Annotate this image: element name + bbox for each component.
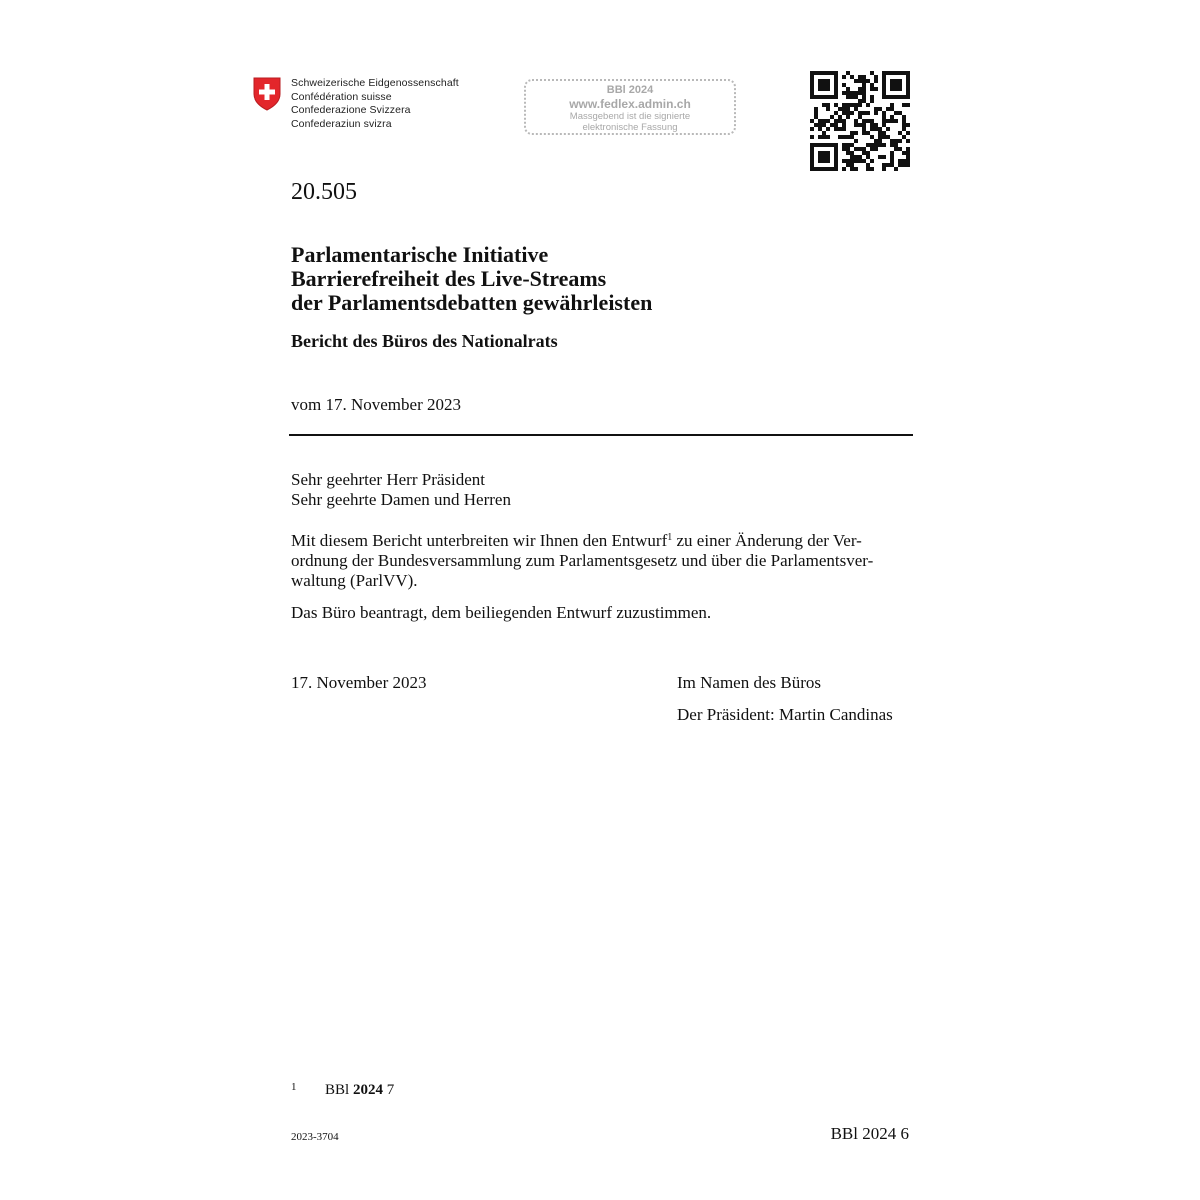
footnote — [291, 1077, 394, 1100]
signature-date: 17. November 2023 — [291, 673, 427, 692]
horizontal-divider — [289, 434, 913, 436]
signature-president: Der Präsident: Martin Candinas — [677, 705, 893, 724]
federation-name-fr: Confédération suisse — [291, 90, 392, 103]
stamp-line-1: BBl 2024 — [606, 84, 654, 96]
document-title — [291, 243, 652, 315]
title-line-3: der Parlamentsdebatten gewährleisten — [291, 290, 653, 315]
footer-reference: BBl 2024 6 — [830, 1124, 909, 1143]
document-date: vom 17. November 2023 — [291, 395, 461, 414]
title-line-2: Barrierefreiheit des Live-Streams — [291, 266, 607, 291]
paragraph-1-line-2: ordnung der Bundesversammlung zum Parlamentsgesetz und über die Parlamentsver- — [291, 551, 874, 570]
federation-names — [291, 77, 459, 131]
stamp-line-2: www.fedlex.admin.ch — [569, 97, 691, 111]
title-line-1: Parlamentarische Initiative — [291, 242, 549, 267]
footnote-text-bold: 2024 — [352, 1082, 383, 1098]
paragraph-1-line-1 — [291, 528, 911, 551]
salutation-line-2: Sehr geehrte Damen und Herren — [291, 490, 511, 509]
paragraph-2: Das Büro beantragt, dem beiliegenden Entwurf zuzustimmen. — [291, 603, 712, 622]
federation-name-rm: Confederaziun svizra — [291, 117, 392, 130]
footnote-number: 1 — [291, 1081, 297, 1093]
federation-name-it: Confederazione Svizzera — [291, 104, 411, 116]
signature-on-behalf: Im Namen des Büros — [677, 673, 822, 692]
footnote-text-prefix: BBl — [325, 1082, 353, 1098]
salutation-line-1: Sehr geehrter Herr Präsident — [291, 470, 486, 489]
paragraph-1-line-3: waltung (ParlVV). — [291, 571, 418, 590]
stamp-line-3: Massgebend ist die signierte — [569, 111, 691, 122]
document-number: 20.505 — [291, 179, 357, 205]
signature-stamp — [524, 79, 736, 135]
stamp-line-4: elektronische Fassung — [582, 122, 678, 133]
federation-name-de: Schweizerische Eidgenossenschaft — [291, 77, 459, 89]
footer-document-code: 2023-3704 — [291, 1131, 339, 1143]
paragraph-1 — [291, 528, 911, 591]
signature-block — [677, 672, 893, 726]
salutation — [291, 470, 911, 510]
document-subtitle: Bericht des Büros des Nationalrats — [291, 331, 558, 351]
qr-code-icon — [810, 71, 910, 171]
paragraph-1-text-b: zu einer Änderung der Ver- — [672, 531, 862, 550]
footnote-reference[interactable]: 1 — [667, 532, 673, 543]
footnote-text-suffix: 7 — [382, 1082, 395, 1098]
swiss-cross-icon — [252, 77, 282, 111]
paragraph-1-text-a: Mit diesem Bericht unterbreiten wir Ihnen den Entwurf — [291, 531, 668, 550]
